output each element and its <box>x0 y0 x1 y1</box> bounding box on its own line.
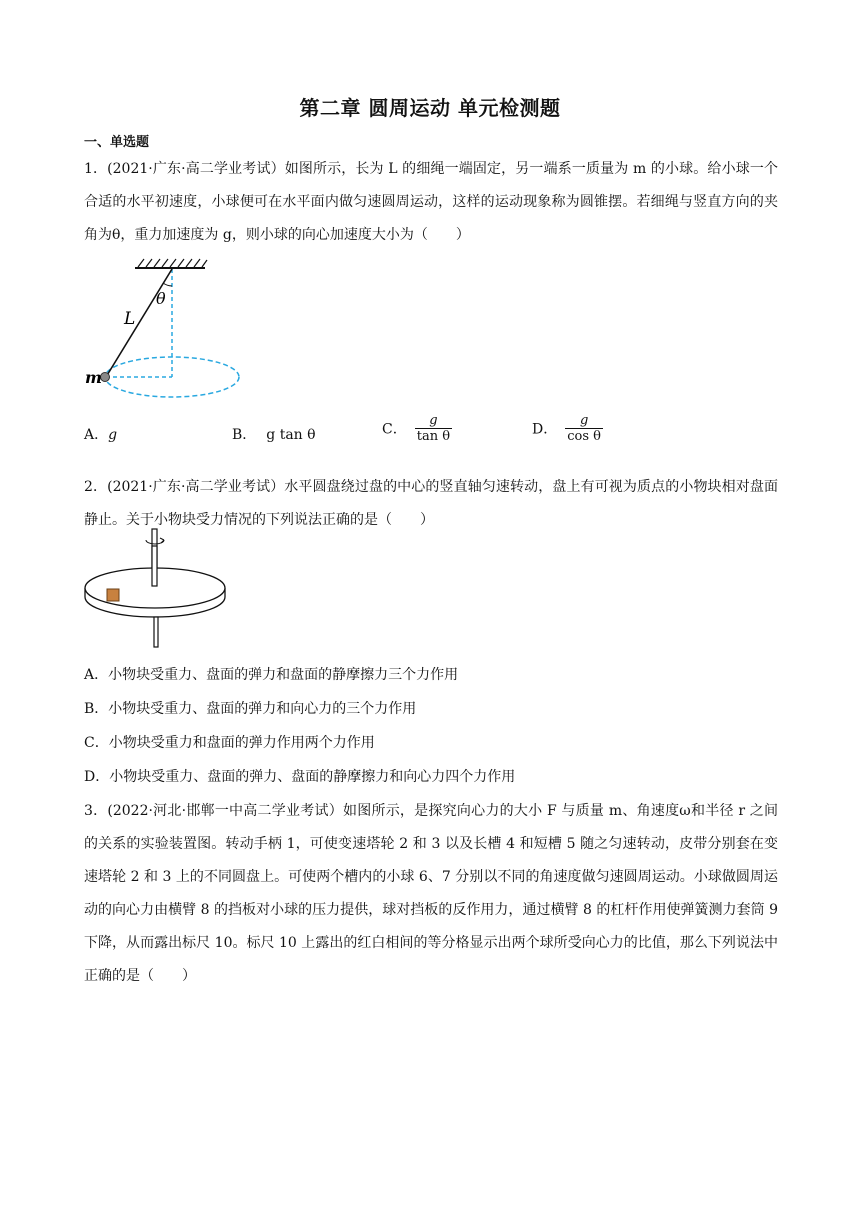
q1-option-a[interactable]: A．g <box>84 427 118 443</box>
q1-option-b[interactable]: B． g tan θ <box>232 427 316 443</box>
section-heading: 一、单选题 <box>84 135 150 150</box>
question-3-text: 3．(2022·河北·邯郸一中高二学业考试）如图所示，是探究向心力的大小 F 与质量 m、角速度ω和半径 r 之间的关系的实验装置图。转动手柄 1，可使变速塔轮 2 和 3 以及长槽 4 和短槽 5 随之匀速转动，皮带分别套在变速塔轮 2 和 3 上的不同圆盘上。可使两个槽内的小球 6、7 分别以不同的角速度做匀速圆周运动。小球做圆周运动的向心力由横臂 8 的挡板对小球的压力提供，球对挡板的反作用力，通过横臂 8 的杠杆作用使弹簧测力套筒 9 下降，从而露出标尺 10。标尺 10 上露出的红白相间的等分格显示出两个球所受向心力的比值，那么下列说法中正确的是（ ） <box>84 803 778 984</box>
q2-option-d[interactable]: D．小物块受重力、盘面的弹力、盘面的静摩擦力和向心力四个力作用 <box>84 769 516 785</box>
conical-pendulum-figure <box>80 252 250 402</box>
q2-option-a[interactable]: A．小物块受重力、盘面的弹力和盘面的静摩擦力三个力作用 <box>84 667 459 683</box>
length-label: L <box>124 309 136 329</box>
rotating-disk-figure <box>80 526 235 652</box>
small-block <box>107 589 119 601</box>
page-title: 第二章 圆周运动 单元检测题 <box>299 96 561 120</box>
mass-label: m <box>85 368 102 387</box>
q2-option-c[interactable]: C．小物块受重力和盘面的弹力作用两个力作用 <box>84 735 375 751</box>
angle-label: θ <box>156 289 166 308</box>
q2-option-b[interactable]: B．小物块受重力、盘面的弹力和向心力的三个力作用 <box>84 701 417 717</box>
question-2-text: 2．(2021·广东·高二学业考试）水平圆盘绕过盘的中心的竖直轴匀速转动，盘上有可视为质点的小物块相对盘面静止。关于小物块受力情况的下列说法正确的是（ ） <box>84 479 778 528</box>
q1-option-d[interactable]: D． $\frac{g}{\text{cos θ}}$ <box>532 413 601 444</box>
q1-option-c[interactable]: C． $\frac{g}{\text{tan θ}}$ <box>382 413 451 444</box>
question-1-text: 1．(2021·广东·高二学业考试）如图所示，长为 L 的细绳一端固定，另一端系一质量为 m 的小球。给小球一个合适的水平初速度，小球便可在水平面内做匀速圆周运动，这样的运动现象称为圆锥摆。若细绳与竖直方向的夹角为θ，重力加速度为 g，则小球的向心加速度大小为（ ） <box>84 161 778 243</box>
